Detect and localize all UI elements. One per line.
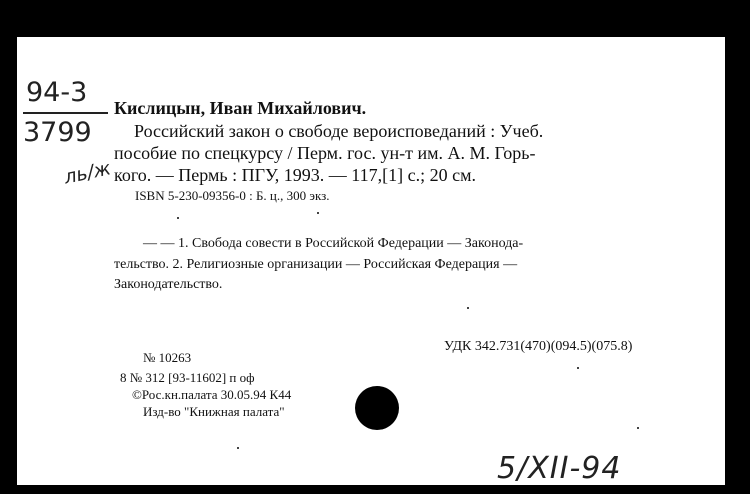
handwritten-note: ль/ж (62, 157, 113, 189)
isbn-line: ISBN 5-230-09356-0 : Б. ц., 300 экз. (135, 188, 330, 203)
title-line-1: Российский закон о свободе вероисповеданий : Учеб. (134, 121, 544, 141)
scan-speck (177, 217, 179, 219)
scan-speck (317, 212, 319, 214)
handwritten-class-mark: 94-3 (26, 77, 88, 108)
publisher-line: Изд-во "Книжная палата" (143, 404, 285, 419)
title-line-3: кого. — Пермь : ПГУ, 1993. — 117,[1] с.; 20 см. (114, 165, 476, 185)
scan-speck (577, 367, 579, 369)
punch-hole (355, 386, 399, 430)
scan-speck (637, 427, 639, 429)
catalog-card (17, 37, 725, 485)
handwritten-date: 5/XII-94 (497, 451, 622, 486)
scan-speck (467, 307, 469, 309)
subject-line-3: Законодательство. (114, 277, 223, 292)
udk-code: УДК 342.731(470)(094.5)(075.8) (444, 339, 633, 354)
handwritten-divider (23, 112, 108, 114)
registration-line: 8 № 312 [93-11602] п оф (120, 370, 255, 385)
subject-line-1: — — 1. Свобода совести в Российской Федерации — Законода- (143, 236, 524, 251)
author-heading: Кислицын, Иван Михайлович. (114, 98, 367, 118)
scan-speck (237, 447, 239, 449)
handwritten-call-number: 3799 (23, 117, 92, 148)
subject-line-2: тельство. 2. Религиозные организации — Российская Федерация — (114, 257, 518, 272)
copyright-line: ©Рос.кн.палата 30.05.94 К44 (132, 387, 292, 402)
title-line-2: пособие по спецкурсу / Перм. гос. ун-т им. А. М. Горь- (114, 143, 536, 163)
record-number: № 10263 (143, 350, 192, 365)
